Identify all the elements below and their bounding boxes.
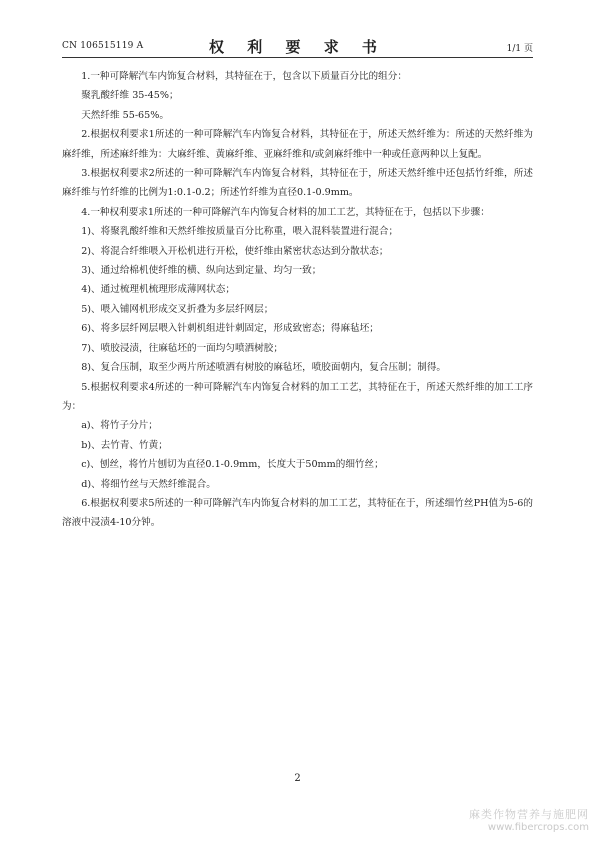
watermark-site-name: 麻类作物营养与施肥网: [469, 808, 589, 821]
claim-paragraph: 5)、喂入铺网机形成交叉折叠为多层纤网层；: [81, 303, 274, 315]
claim-paragraph: 3)、通过给棉机使纤维的横、纵向达到定量、均匀一致；: [81, 265, 322, 277]
claim-paragraph: 1)、将聚乳酸纤维和天然纤维按质量百分比称重，喂入混料装置进行混合；: [81, 226, 399, 238]
claim-paragraph: 6.根据权利要求5所述的一种可降解汽车内饰复合材料的加工工艺，其特征在于，所述细竹丝PH值为5-6的溶液中浸渍4-10分钟。: [62, 497, 533, 529]
claim-paragraph: c)、刨丝，将竹片刨切为直径0.1-0.9mm，长度大于50mm的细竹丝；: [81, 459, 384, 471]
header-rule: [62, 57, 533, 58]
claim-paragraph: 5.根据权利要求4所述的一种可降解汽车内饰复合材料的加工工艺，其特征在于，所述天然纤维的加工工序为：: [62, 381, 533, 412]
claims-body: [62, 67, 533, 533]
claim-paragraph: 2.根据权利要求1所述的一种可降解汽车内饰复合材料，其特征在于，所述天然纤维为：所述的天然纤维为麻纤维，所述麻纤维为：大麻纤维、黄麻纤维、亚麻纤维和/或剑麻纤维中一种或任意两种以上复配。: [62, 129, 533, 160]
claim-paragraph: b)、去竹青、竹黄；: [81, 439, 168, 451]
claim-paragraph: 2)、将混合纤维喂入开松机进行开松，使纤维由紧密状态达到分散状态；: [81, 245, 389, 257]
watermark-url: www.fibercrops.com: [487, 822, 589, 833]
claim-paragraph: d)、将细竹丝与天然纤维混合。: [81, 478, 216, 490]
claim-paragraph: 3.根据权利要求2所述的一种可降解汽车内饰复合材料，其特征在于，所述天然纤维中还包括竹纤维，所述麻纤维与竹纤维的比例为1:0.1-0.2；所述竹纤维为直径0.1-0.9mm。: [62, 168, 533, 199]
document-header: [62, 36, 533, 58]
page-number: 2: [294, 773, 301, 784]
page-title: 权 利 要 求 书: [209, 38, 386, 56]
claim-paragraph: 7)、喷胶浸渍，往麻毡坯的一面均匀喷洒树胶；: [81, 342, 283, 354]
claim-paragraph: 4.一种权利要求1所述的一种可降解汽车内饰复合材料的加工工艺，其特征在于，包括以下步骤：: [81, 206, 490, 218]
publication-number: CN 106515119 A: [62, 41, 144, 51]
claim-paragraph: 聚乳酸纤维 35-45%；: [81, 90, 179, 102]
claim-paragraph: 1.一种可降解汽车内饰复合材料，其特征在于，包含以下质量百分比的组分：: [81, 71, 407, 82]
claim-paragraph: 4)、通过梳理机梳理形成薄网状态；: [81, 284, 235, 296]
claim-paragraph: 8)、复合压制，取至少两片所述喷洒有树胶的麻毡坯，喷胶面朝内，复合压制；制得。: [81, 362, 447, 374]
claim-paragraph: 6)、将多层纤网层喂入针刺机组进针刺固定，形成致密态；得麻毡坯；: [81, 323, 379, 335]
page-count: 1/1 页: [506, 44, 533, 54]
claim-paragraph: 天然纤维 55-65%。: [81, 109, 169, 121]
site-watermark: [469, 808, 589, 834]
claim-paragraph: a)、将竹子分片；: [81, 420, 158, 432]
